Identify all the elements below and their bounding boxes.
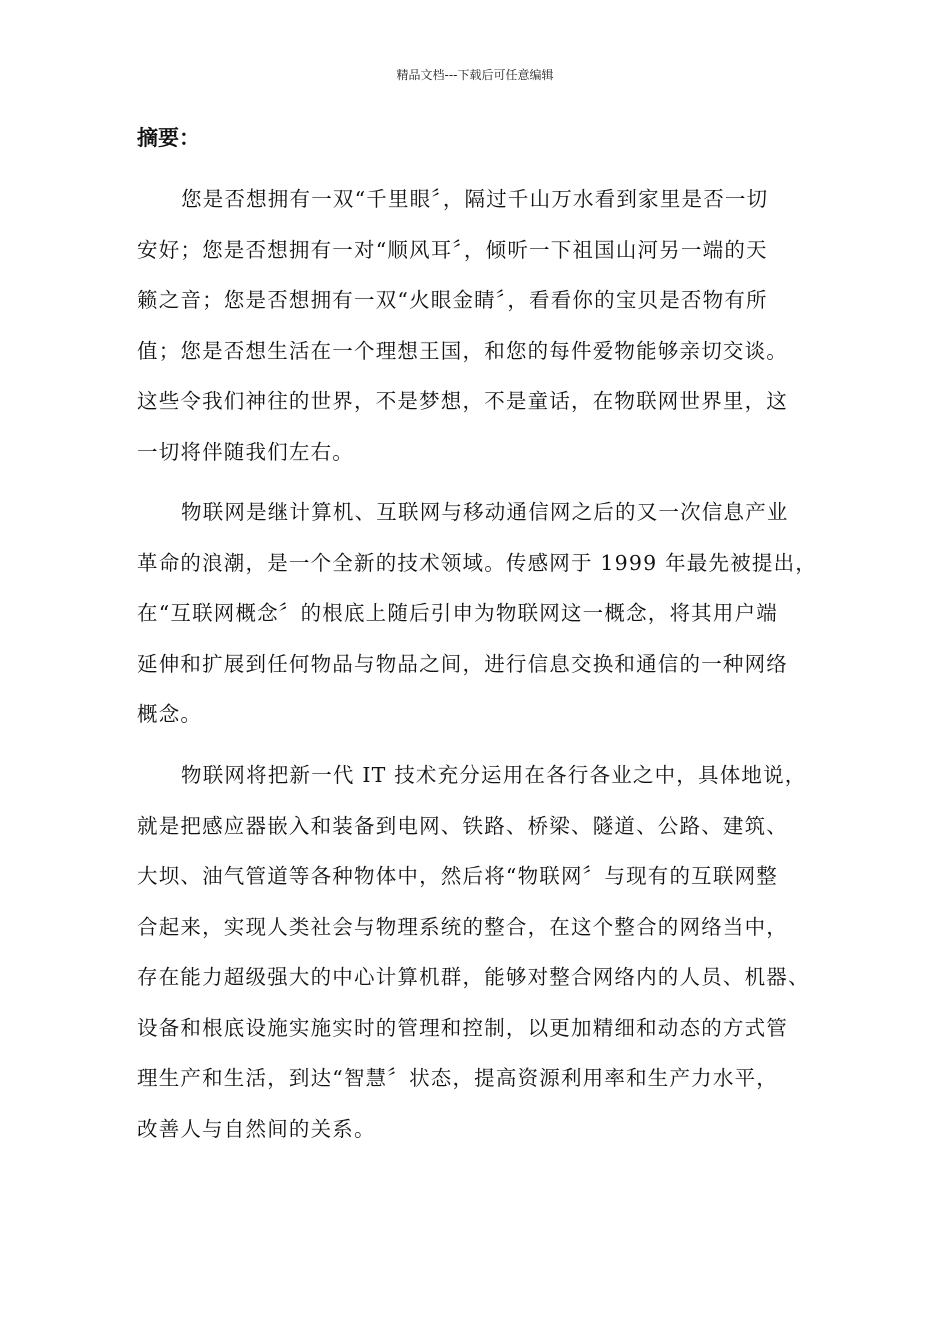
paragraph-3 [137,750,810,1154]
text-line: 合起来，实现人类社会与物理系统的整合，在这个整合的网络当中， [137,914,788,939]
text-line: 值；您是否想生活在一个理想王国，和您的每件爱物能够亲切交谈。 [137,338,788,363]
abstract-title: 摘要： [137,126,200,150]
text-line: 物联网是继计算机、互联网与移动通信网之后的又一次信息产业 [181,500,789,524]
text-line: 延伸和扩展到任何物品与物品之间，进行信息交换和通信的一种网络 [137,651,788,676]
text-line: 就是把感应器嵌入和装备到电网、铁路、桥梁、隧道、公路、建筑、 [137,813,788,838]
paragraph-2 [137,487,817,740]
page-header: 精品文档---下载后可任意编辑 [396,68,554,82]
text-line: 籁之音；您是否想拥有一双“火眼金睛〞，看看你的宝贝是否物有所 [137,288,768,312]
text-line: 概念。 [137,702,203,726]
text-line: 大坝、油气管道等各种物体中，然后将“物联网〞与现有的互联网整 [137,864,778,888]
text-line: 您是否想拥有一双“千里眼〞，隔过千山万水看到家里是否一切 [181,187,769,211]
paragraph-1 [137,174,788,477]
text-line: 设备和根底设施实施实时的管理和控制，以更加精细和动态的方式管 [137,1015,788,1040]
text-line: 理生产和生活，到达“智慧〞状态，提高资源利用率和生产力水平， [137,1066,778,1090]
text-line: 革命的浪潮，是一个全新的技术领域。传感网于 1999 年最先被提出， [137,550,818,575]
text-line: 存在能力超级强大的中心计算机群，能够对整合网络内的人员、机器、 [137,965,810,989]
text-line: 物联网将把新一代 IT 技术充分运用在各行各业之中，具体地说， [181,763,807,787]
text-line: 安好；您是否想拥有一对“顺风耳〞，倾听一下祖国山河另一端的天 [137,237,768,262]
text-line: 这些令我们神往的世界，不是梦想，不是童话，在物联网世界里，这 [137,389,788,413]
text-line: 改善人与自然间的关系。 [137,1116,376,1141]
text-line: 一切将伴随我们左右。 [137,439,354,464]
text-line: 在“互联网概念〞的根底上随后引申为物联网这一概念，将其用户端 [137,601,778,625]
